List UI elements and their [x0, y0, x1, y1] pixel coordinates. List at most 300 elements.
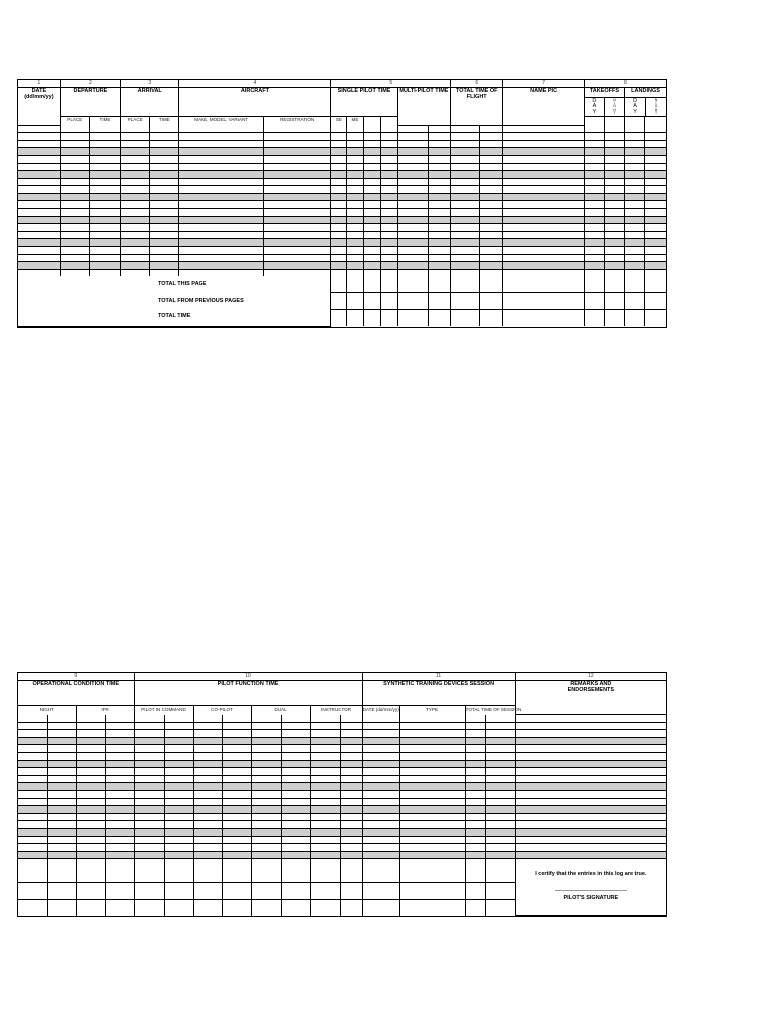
entry-cell[interactable]: [150, 231, 179, 239]
entry-cell[interactable]: [134, 851, 164, 859]
entry-cell[interactable]: [340, 806, 362, 814]
entry-cell[interactable]: [150, 262, 179, 270]
entry-cell[interactable]: [18, 193, 60, 201]
entry-cell[interactable]: [150, 171, 179, 179]
entry-cell[interactable]: [60, 224, 89, 232]
entry-cell[interactable]: [222, 836, 251, 844]
entry-cell[interactable]: [604, 140, 624, 148]
entry-cell[interactable]: [89, 163, 120, 171]
entry-cell[interactable]: [485, 715, 515, 723]
entry-cell[interactable]: [604, 262, 624, 270]
entry-cell[interactable]: [465, 851, 485, 859]
entry-cell[interactable]: [465, 828, 485, 836]
entry-cell[interactable]: [363, 209, 380, 217]
entry-cell[interactable]: [347, 269, 363, 276]
entry-cell[interactable]: [105, 730, 134, 738]
entry-cell[interactable]: [134, 821, 164, 829]
entry-cell[interactable]: [222, 798, 251, 806]
entry-cell[interactable]: [263, 140, 330, 148]
entry-cell[interactable]: [47, 752, 76, 760]
entry-cell[interactable]: [134, 737, 164, 745]
entry-cell[interactable]: [331, 231, 347, 239]
entry-cell[interactable]: [340, 859, 362, 866]
entry-cell[interactable]: [18, 155, 60, 163]
entry-cell[interactable]: [134, 730, 164, 738]
entry-cell[interactable]: [105, 745, 134, 753]
entry-cell[interactable]: [380, 269, 397, 276]
entry-cell[interactable]: [222, 730, 251, 738]
entry-cell[interactable]: [121, 201, 150, 209]
entry-cell[interactable]: [399, 813, 465, 821]
entry-cell[interactable]: [251, 783, 281, 791]
entry-cell[interactable]: [47, 859, 76, 866]
entry-cell[interactable]: [263, 155, 330, 163]
entry-cell[interactable]: [380, 216, 397, 224]
entry-cell[interactable]: [164, 813, 193, 821]
entry-cell[interactable]: [604, 125, 624, 133]
entry-cell[interactable]: [251, 806, 281, 814]
entry-cell[interactable]: [362, 798, 399, 806]
entry-cell[interactable]: [480, 239, 503, 247]
entry-cell[interactable]: [164, 752, 193, 760]
entry-cell[interactable]: [121, 171, 150, 179]
entry-cell[interactable]: [134, 806, 164, 814]
entry-cell[interactable]: [179, 262, 264, 270]
entry-cell[interactable]: [47, 828, 76, 836]
entry-cell[interactable]: [625, 201, 645, 209]
entry-cell[interactable]: [251, 790, 281, 798]
entry-cell[interactable]: [18, 775, 47, 783]
entry-cell[interactable]: [347, 209, 363, 217]
entry-cell[interactable]: [503, 155, 584, 163]
entry-cell[interactable]: [193, 790, 222, 798]
entry-cell[interactable]: [281, 798, 310, 806]
entry-cell[interactable]: [18, 224, 60, 232]
entry-cell[interactable]: [121, 133, 150, 141]
entry-cell[interactable]: [465, 722, 485, 730]
entry-cell[interactable]: [222, 783, 251, 791]
entry-cell[interactable]: [363, 133, 380, 141]
entry-cell[interactable]: [179, 148, 264, 156]
entry-cell[interactable]: [465, 790, 485, 798]
entry-cell[interactable]: [60, 186, 89, 194]
entry-cell[interactable]: [480, 201, 503, 209]
entry-cell[interactable]: [399, 851, 465, 859]
entry-cell[interactable]: [362, 783, 399, 791]
entry-cell[interactable]: [625, 209, 645, 217]
entry-cell[interactable]: [331, 125, 347, 133]
entry-cell[interactable]: [428, 269, 450, 276]
entry-cell[interactable]: [428, 231, 450, 239]
entry-cell[interactable]: [164, 844, 193, 852]
entry-cell[interactable]: [397, 125, 428, 133]
entry-cell[interactable]: [76, 775, 105, 783]
entry-cell[interactable]: [18, 821, 47, 829]
entry-cell[interactable]: [604, 178, 624, 186]
entry-cell[interactable]: [89, 193, 120, 201]
entry-cell[interactable]: [47, 715, 76, 723]
entry-cell[interactable]: [251, 737, 281, 745]
entry-cell[interactable]: [134, 752, 164, 760]
entry-cell[interactable]: [340, 790, 362, 798]
entry-cell[interactable]: [222, 851, 251, 859]
entry-cell[interactable]: [76, 768, 105, 776]
entry-cell[interactable]: [584, 133, 604, 141]
entry-cell[interactable]: [347, 224, 363, 232]
entry-cell[interactable]: [134, 715, 164, 723]
entry-cell[interactable]: [503, 171, 584, 179]
entry-cell[interactable]: [121, 231, 150, 239]
entry-cell[interactable]: [281, 745, 310, 753]
entry-cell[interactable]: [263, 186, 330, 194]
entry-cell[interactable]: [485, 813, 515, 821]
entry-cell[interactable]: [310, 806, 340, 814]
entry-cell[interactable]: [645, 140, 666, 148]
entry-cell[interactable]: [251, 813, 281, 821]
entry-cell[interactable]: [47, 775, 76, 783]
entry-cell[interactable]: [480, 186, 503, 194]
entry-cell[interactable]: [645, 155, 666, 163]
entry-cell[interactable]: [362, 859, 399, 866]
entry-cell[interactable]: [164, 806, 193, 814]
entry-cell[interactable]: [18, 737, 47, 745]
entry-cell[interactable]: [465, 768, 485, 776]
entry-cell[interactable]: [645, 231, 666, 239]
entry-cell[interactable]: [331, 163, 347, 171]
entry-cell[interactable]: [281, 783, 310, 791]
entry-cell[interactable]: [584, 224, 604, 232]
entry-cell[interactable]: [150, 224, 179, 232]
entry-cell[interactable]: [18, 163, 60, 171]
entry-cell[interactable]: [105, 752, 134, 760]
entry-cell[interactable]: [451, 224, 480, 232]
entry-cell[interactable]: [584, 216, 604, 224]
entry-cell[interactable]: [584, 155, 604, 163]
entry-cell[interactable]: [310, 790, 340, 798]
entry-cell[interactable]: [18, 148, 60, 156]
entry-cell[interactable]: [193, 851, 222, 859]
entry-cell[interactable]: [340, 760, 362, 768]
entry-cell[interactable]: [645, 148, 666, 156]
entry-cell[interactable]: [480, 209, 503, 217]
entry-cell[interactable]: [340, 798, 362, 806]
entry-cell[interactable]: [503, 125, 584, 133]
entry-cell[interactable]: [76, 806, 105, 814]
entry-cell[interactable]: [60, 231, 89, 239]
entry-cell[interactable]: [281, 730, 310, 738]
entry-cell[interactable]: [604, 155, 624, 163]
entry-cell[interactable]: [134, 722, 164, 730]
entry-cell[interactable]: [485, 752, 515, 760]
entry-cell[interactable]: [281, 859, 310, 866]
entry-cell[interactable]: [251, 768, 281, 776]
entry-cell[interactable]: [150, 133, 179, 141]
entry-cell[interactable]: [76, 828, 105, 836]
entry-cell[interactable]: [485, 844, 515, 852]
entry-cell[interactable]: [179, 254, 264, 262]
entry-cell[interactable]: [362, 745, 399, 753]
entry-cell[interactable]: [179, 201, 264, 209]
entry-cell[interactable]: [515, 775, 666, 783]
entry-cell[interactable]: [121, 163, 150, 171]
entry-cell[interactable]: [451, 193, 480, 201]
entry-cell[interactable]: [47, 745, 76, 753]
entry-cell[interactable]: [331, 247, 347, 255]
entry-cell[interactable]: [397, 201, 428, 209]
entry-cell[interactable]: [263, 193, 330, 201]
entry-cell[interactable]: [134, 828, 164, 836]
entry-cell[interactable]: [105, 813, 134, 821]
entry-cell[interactable]: [645, 201, 666, 209]
entry-cell[interactable]: [331, 140, 347, 148]
entry-cell[interactable]: [76, 859, 105, 866]
entry-cell[interactable]: [515, 828, 666, 836]
entry-cell[interactable]: [645, 178, 666, 186]
entry-cell[interactable]: [164, 836, 193, 844]
entry-cell[interactable]: [604, 231, 624, 239]
entry-cell[interactable]: [645, 193, 666, 201]
entry-cell[interactable]: [47, 798, 76, 806]
entry-cell[interactable]: [380, 163, 397, 171]
entry-cell[interactable]: [18, 798, 47, 806]
entry-cell[interactable]: [584, 148, 604, 156]
entry-cell[interactable]: [480, 231, 503, 239]
entry-cell[interactable]: [281, 828, 310, 836]
entry-cell[interactable]: [18, 783, 47, 791]
entry-cell[interactable]: [380, 224, 397, 232]
entry-cell[interactable]: [485, 760, 515, 768]
entry-cell[interactable]: [105, 806, 134, 814]
entry-cell[interactable]: [18, 247, 60, 255]
entry-cell[interactable]: [331, 254, 347, 262]
entry-cell[interactable]: [263, 247, 330, 255]
entry-cell[interactable]: [251, 760, 281, 768]
entry-cell[interactable]: [47, 851, 76, 859]
entry-cell[interactable]: [18, 722, 47, 730]
entry-cell[interactable]: [18, 231, 60, 239]
entry-cell[interactable]: [480, 133, 503, 141]
entry-cell[interactable]: [465, 715, 485, 723]
entry-cell[interactable]: [480, 140, 503, 148]
entry-cell[interactable]: [399, 828, 465, 836]
entry-cell[interactable]: [485, 828, 515, 836]
entry-cell[interactable]: [89, 239, 120, 247]
entry-cell[interactable]: [18, 760, 47, 768]
entry-cell[interactable]: [121, 247, 150, 255]
entry-cell[interactable]: [150, 201, 179, 209]
entry-cell[interactable]: [164, 821, 193, 829]
entry-cell[interactable]: [397, 254, 428, 262]
entry-cell[interactable]: [76, 722, 105, 730]
entry-cell[interactable]: [47, 790, 76, 798]
entry-cell[interactable]: [193, 806, 222, 814]
entry-cell[interactable]: [134, 790, 164, 798]
entry-cell[interactable]: [310, 768, 340, 776]
entry-cell[interactable]: [251, 821, 281, 829]
entry-cell[interactable]: [164, 851, 193, 859]
entry-cell[interactable]: [451, 239, 480, 247]
entry-cell[interactable]: [503, 239, 584, 247]
entry-cell[interactable]: [121, 209, 150, 217]
entry-cell[interactable]: [134, 844, 164, 852]
entry-cell[interactable]: [251, 798, 281, 806]
entry-cell[interactable]: [515, 715, 666, 723]
entry-cell[interactable]: [310, 737, 340, 745]
entry-cell[interactable]: [503, 148, 584, 156]
entry-cell[interactable]: [397, 148, 428, 156]
entry-cell[interactable]: [47, 737, 76, 745]
entry-cell[interactable]: [89, 209, 120, 217]
entry-cell[interactable]: [363, 140, 380, 148]
entry-cell[interactable]: [645, 186, 666, 194]
entry-cell[interactable]: [347, 148, 363, 156]
entry-cell[interactable]: [150, 216, 179, 224]
entry-cell[interactable]: [222, 859, 251, 866]
entry-cell[interactable]: [150, 239, 179, 247]
entry-cell[interactable]: [193, 844, 222, 852]
entry-cell[interactable]: [179, 133, 264, 141]
entry-cell[interactable]: [331, 209, 347, 217]
entry-cell[interactable]: [89, 178, 120, 186]
entry-cell[interactable]: [380, 155, 397, 163]
entry-cell[interactable]: [363, 163, 380, 171]
entry-cell[interactable]: [480, 163, 503, 171]
entry-cell[interactable]: [251, 715, 281, 723]
entry-cell[interactable]: [89, 269, 120, 276]
entry-cell[interactable]: [164, 715, 193, 723]
entry-cell[interactable]: [363, 269, 380, 276]
entry-cell[interactable]: [347, 262, 363, 270]
entry-cell[interactable]: [604, 186, 624, 194]
entry-cell[interactable]: [18, 851, 47, 859]
entry-cell[interactable]: [363, 148, 380, 156]
entry-cell[interactable]: [89, 125, 120, 133]
entry-cell[interactable]: [281, 737, 310, 745]
entry-cell[interactable]: [451, 155, 480, 163]
entry-cell[interactable]: [397, 224, 428, 232]
entry-cell[interactable]: [465, 737, 485, 745]
entry-cell[interactable]: [503, 163, 584, 171]
entry-cell[interactable]: [89, 148, 120, 156]
entry-cell[interactable]: [18, 133, 60, 141]
entry-cell[interactable]: [362, 730, 399, 738]
entry-cell[interactable]: [121, 262, 150, 270]
entry-cell[interactable]: [363, 186, 380, 194]
entry-cell[interactable]: [380, 201, 397, 209]
entry-cell[interactable]: [480, 269, 503, 276]
entry-cell[interactable]: [399, 806, 465, 814]
entry-cell[interactable]: [428, 201, 450, 209]
entry-cell[interactable]: [105, 790, 134, 798]
entry-cell[interactable]: [340, 813, 362, 821]
entry-cell[interactable]: [47, 730, 76, 738]
entry-cell[interactable]: [584, 163, 604, 171]
entry-cell[interactable]: [251, 844, 281, 852]
entry-cell[interactable]: [485, 798, 515, 806]
entry-cell[interactable]: [604, 216, 624, 224]
entry-cell[interactable]: [18, 844, 47, 852]
entry-cell[interactable]: [164, 775, 193, 783]
entry-cell[interactable]: [604, 133, 624, 141]
entry-cell[interactable]: [625, 247, 645, 255]
entry-cell[interactable]: [604, 269, 624, 276]
entry-cell[interactable]: [76, 851, 105, 859]
entry-cell[interactable]: [89, 155, 120, 163]
entry-cell[interactable]: [193, 859, 222, 866]
entry-cell[interactable]: [480, 171, 503, 179]
entry-cell[interactable]: [47, 813, 76, 821]
entry-cell[interactable]: [399, 783, 465, 791]
entry-cell[interactable]: [503, 247, 584, 255]
entry-cell[interactable]: [179, 269, 264, 276]
entry-cell[interactable]: [399, 790, 465, 798]
entry-cell[interactable]: [625, 254, 645, 262]
entry-cell[interactable]: [428, 209, 450, 217]
entry-cell[interactable]: [347, 178, 363, 186]
entry-cell[interactable]: [222, 775, 251, 783]
entry-cell[interactable]: [310, 745, 340, 753]
entry-cell[interactable]: [399, 745, 465, 753]
entry-cell[interactable]: [645, 224, 666, 232]
entry-cell[interactable]: [399, 821, 465, 829]
entry-cell[interactable]: [331, 133, 347, 141]
entry-cell[interactable]: [121, 216, 150, 224]
entry-cell[interactable]: [310, 783, 340, 791]
entry-cell[interactable]: [363, 239, 380, 247]
entry-cell[interactable]: [76, 745, 105, 753]
entry-cell[interactable]: [263, 163, 330, 171]
entry-cell[interactable]: [18, 178, 60, 186]
entry-cell[interactable]: [263, 254, 330, 262]
entry-cell[interactable]: [428, 254, 450, 262]
entry-cell[interactable]: [465, 844, 485, 852]
entry-cell[interactable]: [625, 269, 645, 276]
entry-cell[interactable]: [89, 133, 120, 141]
entry-cell[interactable]: [193, 798, 222, 806]
entry-cell[interactable]: [331, 171, 347, 179]
entry-cell[interactable]: [179, 224, 264, 232]
entry-cell[interactable]: [18, 813, 47, 821]
entry-cell[interactable]: [347, 231, 363, 239]
entry-cell[interactable]: [121, 178, 150, 186]
entry-cell[interactable]: [515, 798, 666, 806]
entry-cell[interactable]: [60, 193, 89, 201]
entry-cell[interactable]: [76, 798, 105, 806]
entry-cell[interactable]: [89, 140, 120, 148]
entry-cell[interactable]: [18, 216, 60, 224]
entry-cell[interactable]: [193, 768, 222, 776]
entry-cell[interactable]: [164, 737, 193, 745]
entry-cell[interactable]: [428, 186, 450, 194]
entry-cell[interactable]: [480, 193, 503, 201]
entry-cell[interactable]: [465, 836, 485, 844]
entry-cell[interactable]: [193, 745, 222, 753]
entry-cell[interactable]: [281, 844, 310, 852]
entry-cell[interactable]: [193, 775, 222, 783]
entry-cell[interactable]: [362, 844, 399, 852]
entry-cell[interactable]: [465, 760, 485, 768]
entry-cell[interactable]: [179, 216, 264, 224]
entry-cell[interactable]: [18, 752, 47, 760]
entry-cell[interactable]: [428, 247, 450, 255]
entry-cell[interactable]: [105, 715, 134, 723]
entry-cell[interactable]: [263, 269, 330, 276]
entry-cell[interactable]: [47, 836, 76, 844]
entry-cell[interactable]: [47, 768, 76, 776]
entry-cell[interactable]: [76, 790, 105, 798]
entry-cell[interactable]: [76, 844, 105, 852]
entry-cell[interactable]: [150, 193, 179, 201]
